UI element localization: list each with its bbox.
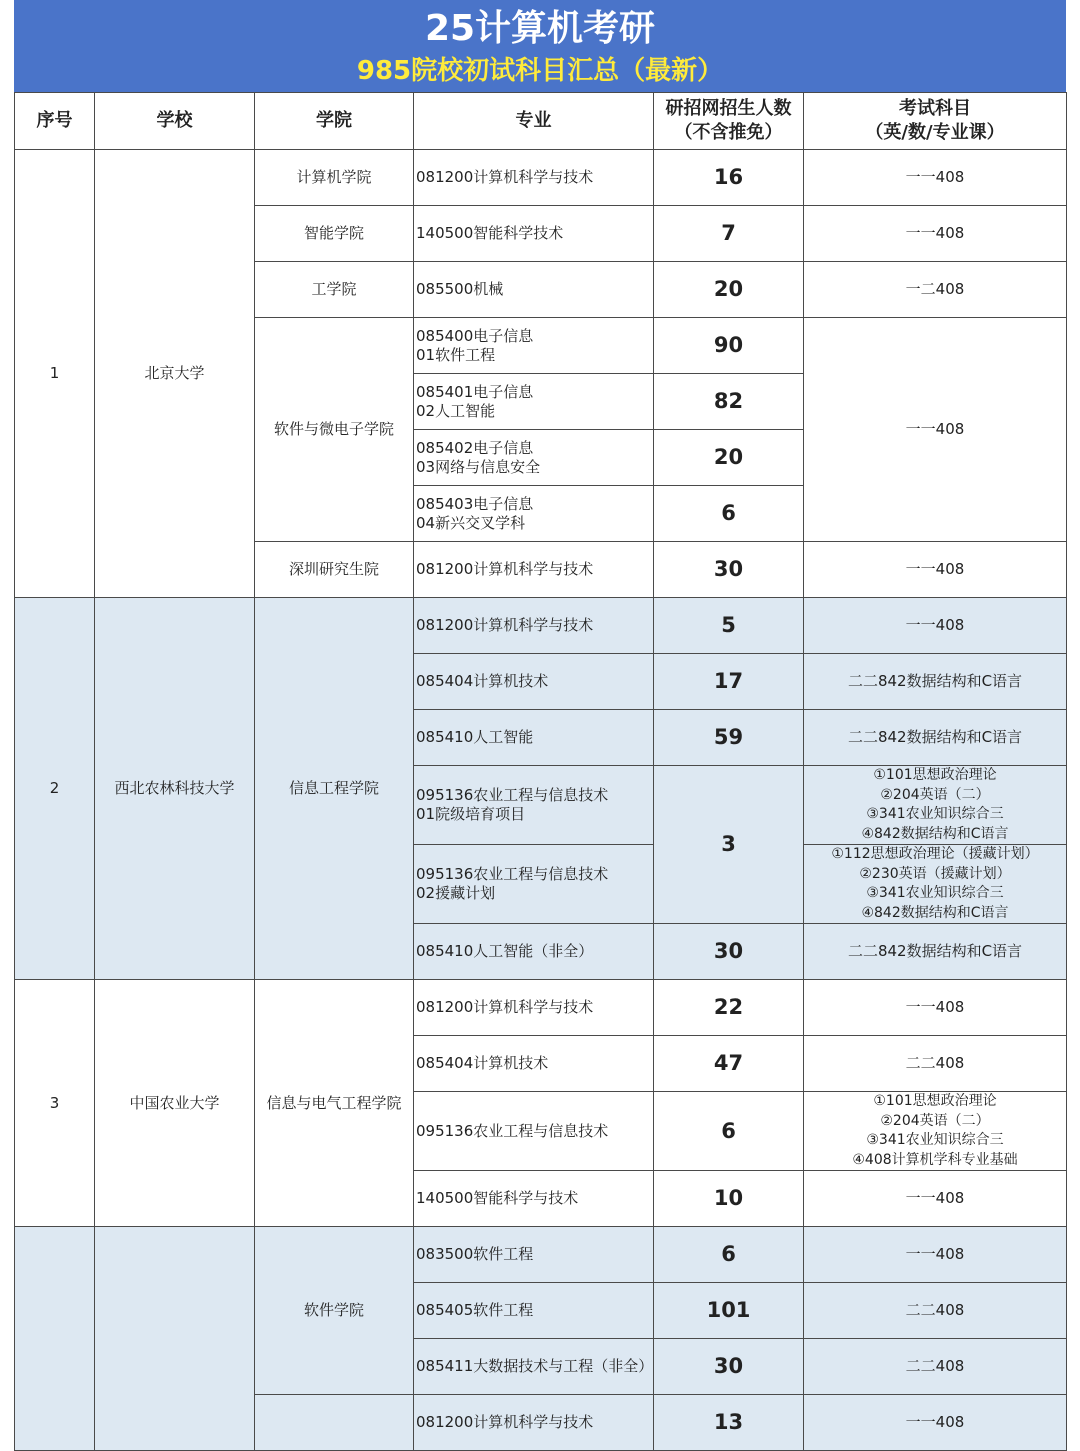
table-row — [15, 1227, 1067, 1283]
major-line: 085410人工智能 — [416, 728, 534, 746]
major-line: 085403电子信息 — [416, 494, 534, 513]
quota-cell: 3 — [654, 766, 804, 924]
exam-line: 一一408 — [905, 168, 965, 186]
exam-line: ④842数据结构和C语言 — [861, 904, 1009, 921]
major-cell — [414, 1227, 654, 1283]
major-line: 03网络与信息安全 — [416, 457, 541, 476]
major-cell — [414, 1339, 654, 1395]
header-exam-line: （英/数/专业课） — [865, 122, 1005, 143]
major-cell — [414, 710, 654, 766]
exam-cell — [804, 654, 1067, 710]
exam-line: ④842数据结构和C语言 — [861, 825, 1009, 842]
major-line: 095136农业工程与信息技术 — [416, 865, 609, 883]
exam-line: 二二842数据结构和C语言 — [847, 728, 1023, 746]
major-line: 081200计算机科学与技术 — [416, 168, 594, 186]
exam-cell — [804, 766, 1067, 845]
title-banner — [14, 0, 1066, 92]
exam-cell — [804, 150, 1067, 206]
page-subtitle: 985院校初试科目汇总（最新） — [356, 56, 724, 86]
major-line: 02人工智能 — [416, 401, 496, 420]
major-line: 081200计算机科学与技术 — [416, 560, 594, 578]
table-row — [15, 598, 1067, 654]
major-cell — [414, 206, 654, 262]
major-line: 04新兴交叉学科 — [416, 513, 526, 532]
major-line: 095136农业工程与信息技术 — [416, 786, 609, 804]
table-row — [15, 980, 1067, 1036]
page-title: 25计算机考研 — [424, 8, 656, 49]
table-row — [15, 150, 1067, 206]
exam-cell — [804, 1171, 1067, 1227]
quota-cell: 59 — [654, 710, 804, 766]
major-line: 01院级培育项目 — [416, 805, 526, 823]
major-cell — [414, 262, 654, 318]
school-cell: 中国农业大学 — [95, 980, 255, 1227]
quota-cell: 16 — [654, 150, 804, 206]
exam-cell — [804, 710, 1067, 766]
header-quota-line: （不含推免） — [674, 122, 783, 143]
major-cell — [414, 1283, 654, 1339]
exam-cell — [804, 924, 1067, 980]
exam-cell — [804, 1092, 1067, 1171]
major-line: 01软件工程 — [416, 345, 496, 364]
exam-line: ①112思想政治理论（援藏计划） — [831, 846, 1039, 862]
seq-cell: 1 — [15, 150, 95, 598]
exam-cell — [804, 845, 1067, 924]
major-cell — [414, 486, 654, 542]
quota-cell: 5 — [654, 598, 804, 654]
seq-cell: 2 — [15, 598, 95, 980]
college-cell: 软件与微电子学院 — [255, 318, 414, 542]
major-line: 140500智能科学与技术 — [416, 1189, 579, 1207]
quota-cell: 30 — [654, 924, 804, 980]
major-cell — [414, 924, 654, 980]
exam-subjects-table — [14, 92, 1067, 1451]
exam-cell — [804, 598, 1067, 654]
exam-line: ②230英语（援藏计划） — [859, 865, 1011, 882]
major-line: 085405软件工程 — [416, 1301, 534, 1319]
quota-cell: 17 — [654, 654, 804, 710]
quota-cell: 22 — [654, 980, 804, 1036]
seq-cell — [15, 1227, 95, 1451]
exam-line: 一一408 — [905, 998, 965, 1016]
college-cell — [255, 1395, 414, 1451]
major-line: 095136农业工程与信息技术 — [416, 1121, 609, 1140]
college-cell: 信息与电气工程学院 — [255, 980, 414, 1227]
major-cell — [414, 430, 654, 486]
exam-line: 一一408 — [905, 1245, 965, 1263]
major-line: 083500软件工程 — [416, 1245, 534, 1263]
quota-cell: 7 — [654, 206, 804, 262]
college-cell: 软件学院 — [255, 1227, 414, 1395]
major-line: 081200计算机科学与技术 — [416, 998, 594, 1016]
exam-line: ②204英语（二） — [880, 1112, 990, 1129]
major-line: 081200计算机科学与技术 — [416, 1413, 594, 1431]
exam-line: 一一408 — [905, 560, 965, 578]
college-cell: 智能学院 — [255, 206, 414, 262]
quota-cell: 10 — [654, 1171, 804, 1227]
major-line: 085401电子信息 — [416, 382, 534, 401]
exam-cell — [804, 262, 1067, 318]
header-major: 专业 — [414, 93, 654, 150]
quota-cell: 82 — [654, 374, 804, 430]
header-exam-line: 考试科目 — [899, 98, 971, 119]
exam-line: ③341农业知识综合三 — [866, 885, 1004, 901]
exam-cell — [804, 206, 1067, 262]
major-line: 085410人工智能（非全） — [416, 942, 594, 960]
exam-cell — [804, 980, 1067, 1036]
exam-line: 二二842数据结构和C语言 — [847, 672, 1023, 690]
exam-cell — [804, 318, 1067, 542]
major-line: 085404计算机技术 — [416, 1054, 549, 1072]
major-cell — [414, 542, 654, 598]
exam-line: 一一408 — [905, 1413, 965, 1431]
exam-line: ②204英语（二） — [880, 786, 990, 803]
major-line: 085402电子信息 — [416, 438, 534, 457]
major-cell — [414, 654, 654, 710]
major-line: 081200计算机科学与技术 — [416, 616, 594, 634]
quota-cell: 90 — [654, 318, 804, 374]
exam-line: 一二408 — [905, 280, 965, 298]
exam-cell — [804, 1395, 1067, 1451]
college-cell: 工学院 — [255, 262, 414, 318]
major-cell — [414, 766, 654, 845]
major-line: 085500机械 — [416, 280, 504, 298]
major-cell — [414, 1036, 654, 1092]
major-cell — [414, 1171, 654, 1227]
school-cell: 西北农林科技大学 — [95, 598, 255, 980]
header-school: 学校 — [95, 93, 255, 150]
quota-cell: 13 — [654, 1395, 804, 1451]
quota-cell: 30 — [654, 542, 804, 598]
exam-cell — [804, 1227, 1067, 1283]
header-college: 学院 — [255, 93, 414, 150]
major-cell — [414, 845, 654, 924]
exam-line: 二二408 — [905, 1054, 965, 1072]
major-line: 085404计算机技术 — [416, 672, 549, 690]
exam-cell — [804, 1283, 1067, 1339]
exam-line: 一一408 — [905, 420, 965, 438]
exam-line: 一一408 — [905, 616, 965, 634]
exam-line: ③341农业知识综合三 — [866, 806, 1004, 822]
major-cell — [414, 1092, 654, 1171]
quota-cell: 6 — [654, 1092, 804, 1171]
major-cell — [414, 1395, 654, 1451]
exam-line: 二二408 — [905, 1301, 965, 1319]
college-cell: 信息工程学院 — [255, 598, 414, 980]
quota-cell: 20 — [654, 430, 804, 486]
table-header-row — [15, 93, 1067, 150]
school-cell — [95, 1227, 255, 1451]
major-cell — [414, 150, 654, 206]
major-line: 085400电子信息 — [416, 326, 534, 345]
exam-line: ③341农业知识综合三 — [866, 1132, 1004, 1148]
school-cell: 北京大学 — [95, 150, 255, 598]
exam-cell — [804, 542, 1067, 598]
exam-line: 一一408 — [905, 224, 965, 242]
quota-cell: 101 — [654, 1283, 804, 1339]
exam-line: 一一408 — [905, 1189, 965, 1207]
major-line: 02援藏计划 — [416, 884, 496, 902]
header-quota-line: 研招网招生人数 — [665, 98, 792, 119]
seq-cell: 3 — [15, 980, 95, 1227]
quota-cell: 6 — [654, 486, 804, 542]
exam-line: 二二842数据结构和C语言 — [847, 942, 1023, 960]
exam-line: ①101思想政治理论 — [873, 767, 997, 783]
major-cell — [414, 374, 654, 430]
exam-cell — [804, 1036, 1067, 1092]
college-cell: 计算机学院 — [255, 150, 414, 206]
quota-cell: 30 — [654, 1339, 804, 1395]
quota-cell: 47 — [654, 1036, 804, 1092]
quota-cell: 20 — [654, 262, 804, 318]
major-line: 140500智能科学技术 — [416, 224, 564, 242]
header-exam — [804, 93, 1067, 150]
exam-line: ④408计算机学科专业基础 — [852, 1151, 1018, 1168]
exam-cell — [804, 1339, 1067, 1395]
header-seq: 序号 — [15, 93, 95, 150]
major-cell — [414, 598, 654, 654]
major-cell — [414, 980, 654, 1036]
major-cell — [414, 318, 654, 374]
college-cell: 深圳研究生院 — [255, 542, 414, 598]
exam-line: ①101思想政治理论 — [873, 1093, 997, 1109]
header-quota — [654, 93, 804, 150]
quota-cell: 6 — [654, 1227, 804, 1283]
exam-line: 二二408 — [905, 1357, 965, 1375]
major-line: 085411大数据技术与工程（非全） — [416, 1357, 654, 1375]
